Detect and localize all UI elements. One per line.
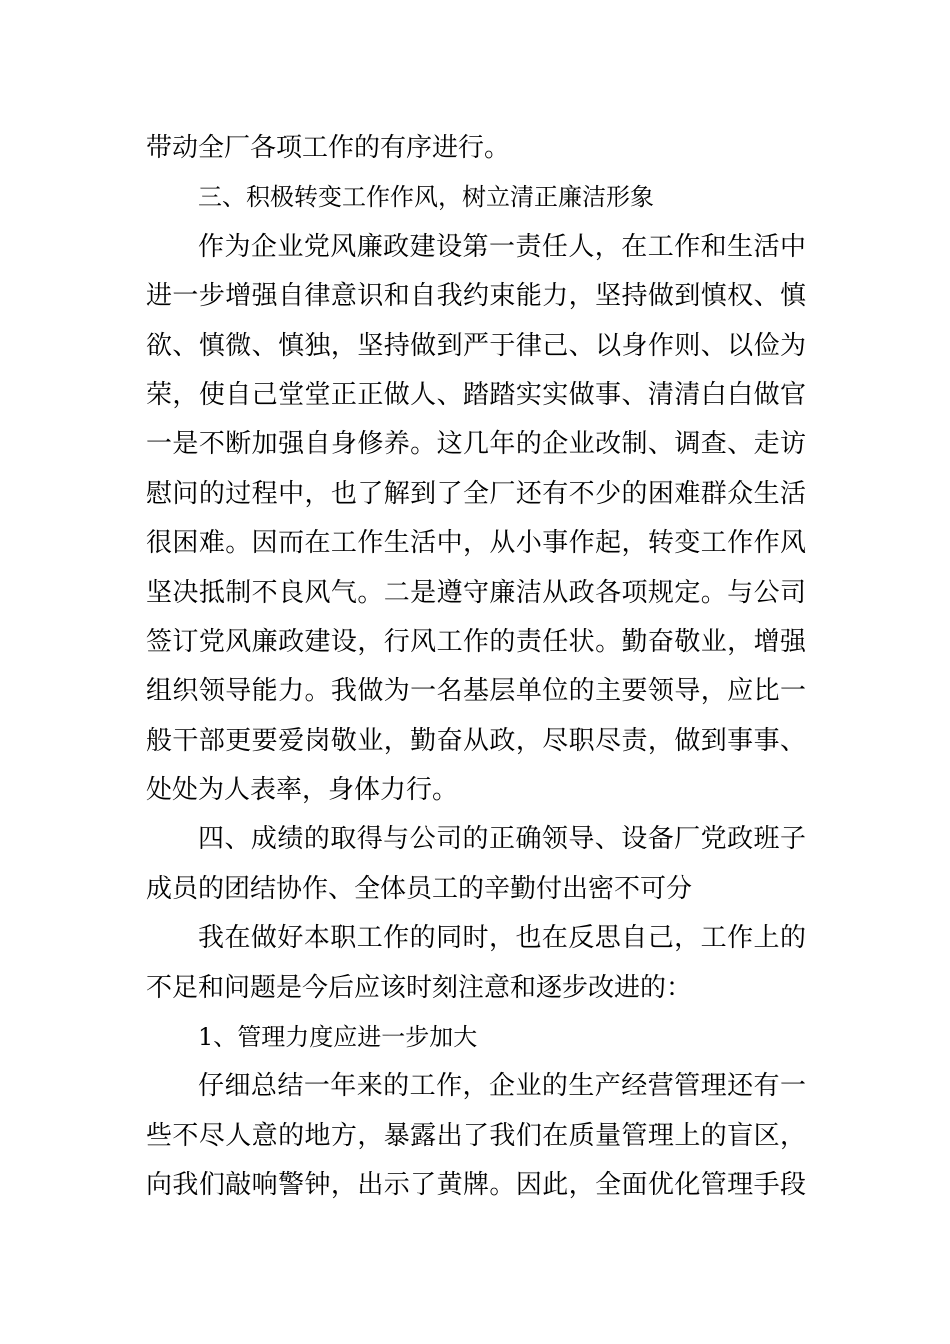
text-line: 慰问的过程中，也了解到了全厂还有不少的困难群众生活 <box>146 478 806 509</box>
body-text <box>146 124 806 1211</box>
text-line: 成员的团结协作、全体员工的辛勤付出密不可分 <box>146 873 693 904</box>
text-line: 一是不断加强自身修养。这几年的企业改制、调查、走访 <box>146 429 806 460</box>
text-line: 很困难。因而在工作生活中，从小事作起，转变工作作风 <box>146 528 806 559</box>
text-line: 四、成绩的取得与公司的正确领导、设备厂党政班子 <box>198 824 806 855</box>
text-line: 组织领导能力。我做为一名基层单位的主要领导，应比一 <box>146 676 806 707</box>
text-line: 向我们敲响警钟，出示了黄牌。因此，全面优化管理手段 <box>146 1170 806 1201</box>
text-line: 不足和问题是今后应该时刻注意和逐步改进的： <box>146 972 693 1003</box>
text-line: 进一步增强自律意识和自我约束能力，坚持做到慎权、慎 <box>146 281 806 312</box>
text-line: 我在做好本职工作的同时，也在反思自己，工作上的 <box>198 923 806 954</box>
text-line: 些不尽人意的地方，暴露出了我们在质量管理上的盲区， <box>146 1120 806 1151</box>
text-line: 带动全厂各项工作的有序进行。 <box>146 133 511 163</box>
section-heading: 三、积极转变工作作风，树立清正廉洁形象 <box>198 183 654 212</box>
section-heading: 1、管理力度应进一步加大 <box>198 1023 478 1052</box>
text-line: 坚决抵制不良风气。二是遵守廉洁从政各项规定。与公司 <box>146 577 806 608</box>
text-line: 般干部更要爱岗敬业，勤奋从政，尽职尽责，做到事事、 <box>146 725 806 756</box>
text-line: 欲、慎微、慎独，坚持做到严于律己、以身作则、以俭为 <box>146 330 806 361</box>
text-line: 签订党风廉政建设，行风工作的责任状。勤奋敬业，增强 <box>146 626 806 657</box>
text-line: 荣，使自己堂堂正正做人、踏踏实实做事、清清白白做官 <box>146 379 806 410</box>
text-line: 仔细总结一年来的工作，企业的生产经营管理还有一 <box>198 1071 806 1102</box>
text-line: 作为企业党风廉政建设第一责任人，在工作和生活中 <box>198 231 806 262</box>
text-line: 处处为人表率，身体力行。 <box>146 775 459 806</box>
